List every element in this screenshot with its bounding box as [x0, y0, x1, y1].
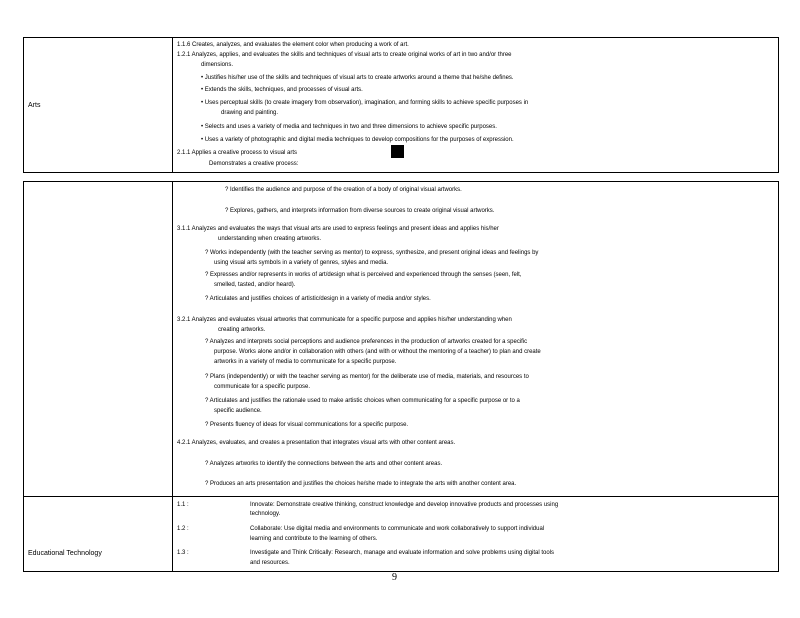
standard-4-2-1: 4.2.1 Analyzes, evaluates, and creates a presentation that integrates visual arts with other content areas.	[177, 440, 456, 446]
standard-1-3-text: Investigate and Think Critically: Research, manage and evaluate information and solve problems using digital tools	[250, 550, 555, 556]
standard-1-2-number: 1.2 :	[177, 526, 189, 532]
column-divider	[172, 38, 173, 172]
standard-1-3-number: 1.3 :	[177, 550, 189, 556]
list-item: ? Plans (independently) or with the teacher serving as mentor) for the deliberate use of media, materials, and resources to	[205, 374, 529, 380]
list-item-cont: purpose. Works alone and/or in collaboration with others (and with or without the mentoring of a teacher) to plan and create	[214, 349, 541, 355]
row-divider	[24, 496, 778, 497]
list-item: ? Explores, gathers, and interprets information from diverse sources to create original visual artworks.	[225, 208, 495, 214]
standard-2-1-1: 2.1.1 Applies a creative process to visual arts	[177, 150, 298, 156]
list-item: ? Analyzes and interprets social perceptions and audience preferences in the production of artworks created for a specific	[205, 339, 528, 345]
bullet-item-cont: drawing and painting.	[221, 110, 279, 116]
standard-3-1-1-cont: understanding when creating artworks.	[218, 236, 322, 242]
bullet-item: • Extends the skills, techniques, and processes of visual arts.	[201, 87, 363, 93]
list-item: ? Presents fluency of ideas for visual communications for a specific purpose.	[205, 422, 409, 428]
column-divider	[172, 182, 173, 571]
list-item: ? Analyzes artworks to identify the connections between the arts and other content areas.	[205, 461, 443, 467]
standard-3-1-1: 3.1.1 Analyzes and evaluates the ways that visual arts are used to express feelings and present ideas and applies his/her	[177, 226, 499, 232]
standard-1-2-text: Collaborate: Use digital media and environments to communicate and work collaboratively to support individual	[250, 526, 545, 532]
subject-educational-technology: Educational Technology	[28, 550, 102, 557]
standard-1-2-1: 1.2.1 Analyzes, applies, and evaluates the skills and techniques of visual arts to create original works of art in two and/or three	[177, 52, 512, 58]
standard-1-1-text: Innovate: Demonstrate creative thinking, construct knowledge and develop innovative products and processes using	[250, 502, 559, 508]
arts-table-continued	[23, 181, 779, 572]
standard-1-1-cont: technology.	[250, 511, 281, 517]
list-item-cont: communicate for a specific purpose.	[214, 384, 311, 390]
list-item: ? Articulates and justifies the rationale used to make artistic choices when communicating for a specific purpose or to a	[205, 398, 520, 404]
list-item-cont: specific audience.	[214, 408, 262, 414]
standard-1-1-6: 1.1.6 Creates, analyzes, and evaluates the element color when producing a work of art.	[177, 42, 409, 48]
standard-1-2-cont: learning and contribute to the learning of others.	[250, 536, 378, 542]
list-item: ? Identifies the audience and purpose of the creation of a body of original visual artworks.	[225, 187, 462, 193]
subject-arts: Arts	[28, 102, 41, 109]
list-item: ? Works independently (with the teacher serving as mentor) to express, synthesize, and present original ideas and feelings by	[205, 250, 539, 256]
bullet-item: • Uses a variety of photographic and digital media techniques to develop compositions for the purposes of expression.	[201, 137, 514, 143]
list-item-cont: smelled, tasted, and/or heard).	[214, 282, 296, 288]
black-square-mark	[391, 145, 404, 158]
standard-3-2-1-cont: creating artworks.	[218, 327, 266, 333]
list-item: ? Articulates and justifies choices of artistic/design in a variety of media and/or styles.	[205, 296, 431, 302]
standard-1-1-number: 1.1 :	[177, 502, 189, 508]
bullet-item: • Selects and uses a variety of media and techniques in two and three dimensions to achieve specific purposes.	[201, 124, 497, 130]
standard-1-2-1-cont: dimensions.	[201, 62, 234, 68]
list-item-cont: artworks in a variety of media to communicate for a specific purpose.	[214, 359, 397, 365]
list-item: ? Produces an arts presentation and justifies the choices he/she made to integrate the arts with another content area.	[205, 481, 517, 487]
list-item: ? Expresses and/or represents in works of art/design what is perceived and experienced through the senses (seen, felt,	[205, 272, 522, 278]
standard-1-3-cont: and resources.	[250, 560, 290, 566]
arts-table-top	[23, 37, 779, 173]
list-item-cont: using visual arts symbols in a variety of genres, styles and media.	[214, 260, 389, 266]
bullet-item: • Uses perceptual skills (to create imagery from observation), imagination, and forming skills to achieve specific purposes in	[201, 100, 529, 106]
standard-3-2-1: 3.2.1 Analyzes and evaluates visual artworks that communicate for a specific purpose and applies his/her understanding when	[177, 317, 512, 323]
standard-2-1-1-cont: Demonstrates a creative process:	[209, 161, 299, 167]
page-number: 9	[392, 572, 397, 583]
bullet-item: • Justifies his/her use of the skills and techniques of visual arts to create artworks around a theme that he/she defines.	[201, 75, 514, 81]
